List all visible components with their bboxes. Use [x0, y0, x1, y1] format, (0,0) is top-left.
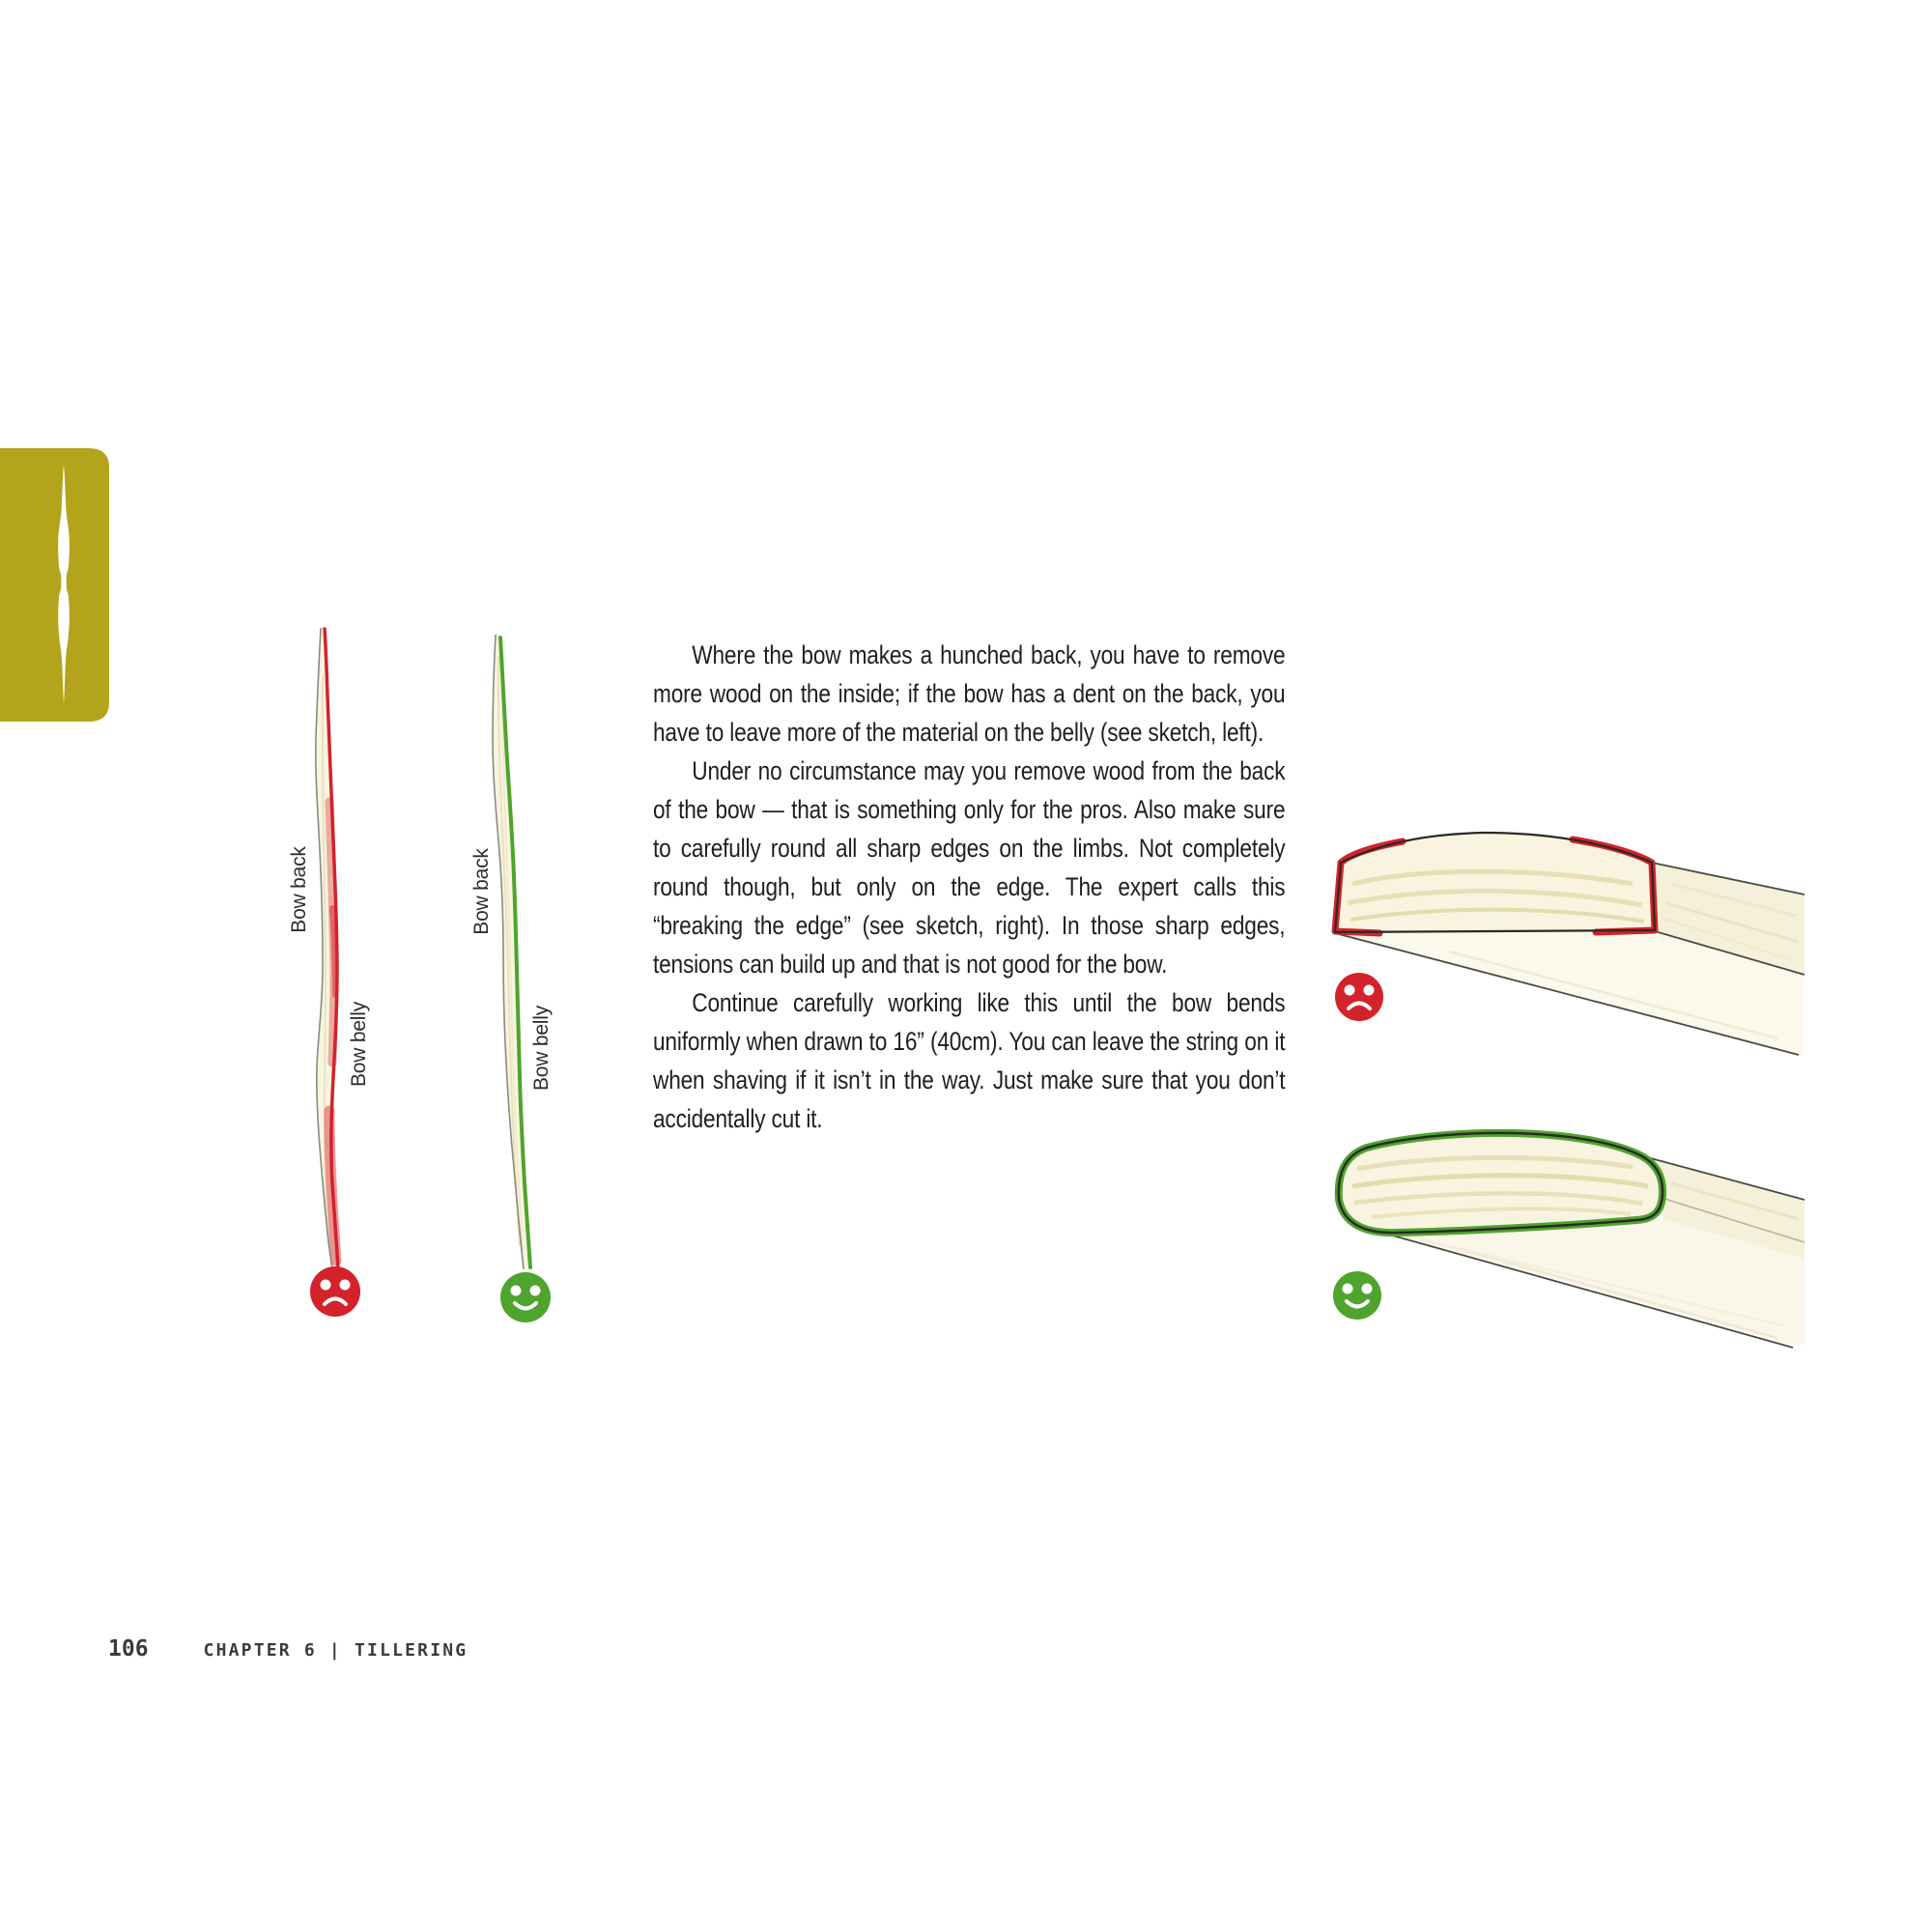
sad-face-icon [1335, 973, 1383, 1021]
paragraph: Where the bow makes a hunched back, you have to remove more wood on the inside; if the bow has a dent on the back, you have to leave more of the material on the belly (see sketch, left). [653, 640, 1286, 747]
chapter-label: CHAPTER 6 | TILLERING [203, 1640, 469, 1661]
happy-face-icon [500, 1272, 551, 1322]
paragraph: Under no circumstance may you remove wood from the back of the bow — that is something only for the pros. Also make sure to carefully round all sharp edges on the limbs. Not completely round though, but only on the edge. The expert calls this “breaking the edge” (see sketch, right). In those sharp edges, tensions can build up and that is not good for the bow. [653, 756, 1286, 979]
body-text [653, 636, 1285, 1138]
bad-cross-section-sketch [1335, 833, 1804, 1055]
paragraph: Continue carefully working like this until the bow bends uniformly when drawn to 16” (40cm). You can leave the string on it when shaving if it isn’t in the way. Just make sure that you don’t accidentally cut it. [653, 988, 1286, 1133]
sad-face-icon [310, 1266, 360, 1317]
page-footer [108, 1636, 468, 1662]
good-bow-belly-label: Bow belly [530, 1005, 553, 1092]
happy-face-icon [1333, 1271, 1381, 1320]
page-number: 106 [108, 1636, 149, 1662]
chapter-tab [0, 448, 109, 722]
bad-bow-back-label: Bow back [288, 846, 310, 933]
good-bow-profile-sketch [493, 634, 530, 1269]
good-cross-section-sketch [1339, 1133, 1804, 1348]
bad-bow-profile-sketch [316, 627, 338, 1269]
good-bow-back-label: Bow back [470, 848, 493, 935]
bad-bow-belly-label: Bow belly [348, 1001, 370, 1088]
